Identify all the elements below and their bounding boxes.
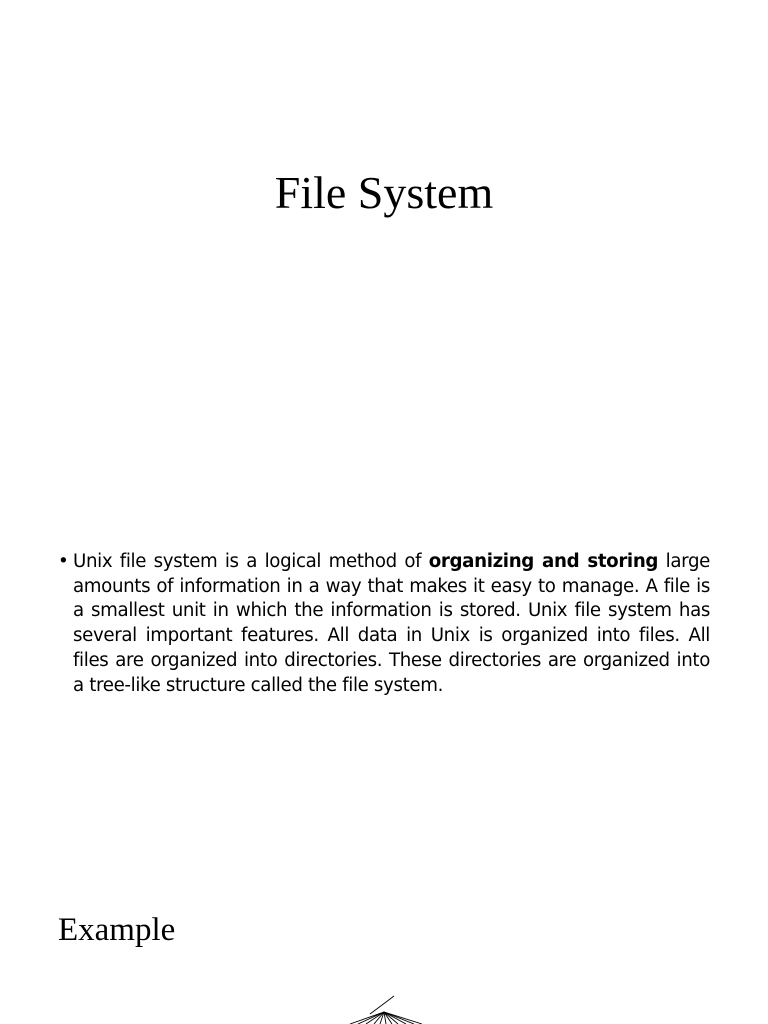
bullet-item [58,550,710,698]
bullet-text-intro: Unix file system is a logical method of [73,551,429,572]
example-heading: Example [58,912,176,948]
slide-title: File System [274,167,494,218]
bullet-text-rest: large amounts of information in a way that makes it easy to manage. A file is a smallest unit in which the information is stored. Unix file system has several important features. All data in Unix is organized into files. All files are organized into directories. These directories are organized into a tree-like structure called the file system. [73,551,710,696]
bullet-paragraph [73,550,710,698]
tree-diagram-icon [340,990,430,1024]
bullet-text-emphasis: organizing and storing [428,551,659,572]
bullet-marker: • [58,551,69,572]
